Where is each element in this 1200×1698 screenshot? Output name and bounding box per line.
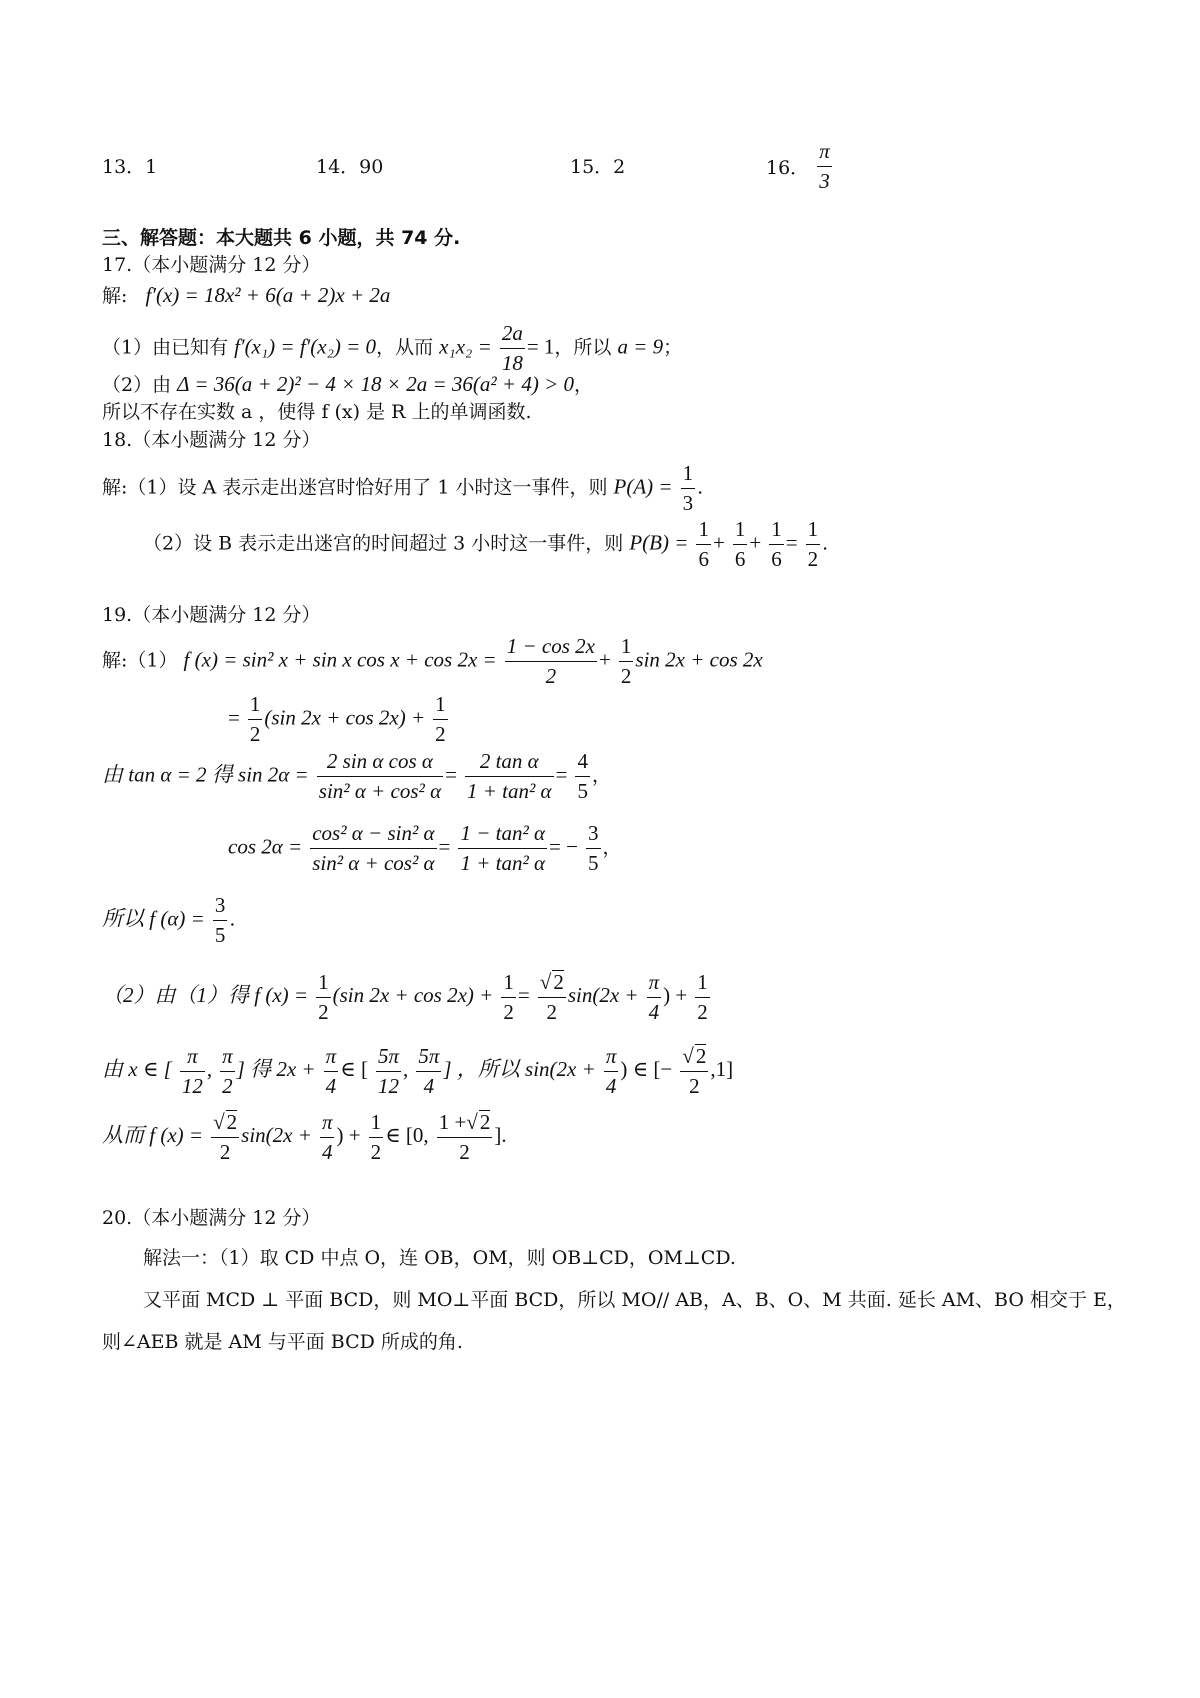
q20-line1: 解法一：（1）取 CD 中点 O，连 OB，OM，则 OB⊥CD，OM⊥CD. — [143, 1247, 736, 1269]
q19-part2-result: 从而 f (x) = $\frac{√2}{2}$ sin(2x + $\frac{\pi}{4}$ ) + $\frac{1}{2}$ ∈ [0, $\frac{1 +√2}{2}$ ]. — [102, 1109, 507, 1165]
q18-part2: （2）设 B 表示走出迷宫的时间超过 3 小时这一事件，则 P(B) = $\frac{1}{6}$ + $\frac{1}{6}$ + $\frac{1}{6}$ = $\frac{1}{2}$ . — [143, 517, 829, 572]
q19-heading: 19.（本小题满分 12 分） — [102, 604, 321, 626]
q19-part2-line1: （2）由（1）得 f (x) = $\frac{1}{2}$ (sin 2x + cos 2x) + $\frac{1}{2}$ = $\frac{√2}{2}$ sin(2x + $\frac{\pi}{4}$ ) + $\frac{1}{2}$ — [102, 969, 708, 1025]
q17-heading: 17.（本小题满分 12 分） — [102, 254, 321, 276]
q20-heading: 20.（本小题满分 12 分） — [102, 1207, 321, 1229]
answer-13: 13．1 — [102, 156, 158, 178]
q17-part2: （2）由 Δ = 36(a + 2)² − 4 × 18 × 2a = 36(a² + 4) > 0， — [102, 372, 594, 396]
q19-part2-range: 由 x ∈ [ $\frac{\pi}{12}$ , $\frac{\pi}{2}$ ] 得 2x + $\frac{\pi}{4}$ ∈ [ $\frac{5\pi}{12}$ , $\frac{5\pi}{4}$ ] ，所以 sin(2x + $\frac{\pi}{4}$ ) ∈ [− $\frac{√2}{2}$ ,1] — [102, 1043, 734, 1099]
q20-line3: 则∠AEB 就是 AM 与平面 BCD 所成的角. — [102, 1331, 463, 1353]
answer-14: 14．90 — [316, 156, 384, 178]
q19-part1-line2: = $\frac{1}{2}$ (sin 2x + cos 2x) + $\frac{1}{2}$ — [228, 692, 446, 747]
q19-tan-line: 由 tan α = 2 得 sin 2α = $\frac{\text{2 sin α cos α}}{\text{sin² α + cos² α}}$ = $\frac{\text{2 tan α}}{\text{1 + tan² α}}$ = $\frac{4}{5}$ ， — [102, 749, 611, 804]
answer-16: 16． $\frac{\pi}{3}$ — [766, 139, 830, 194]
q17-part1: （1）由已知有 f′(x₁) = f′(x₂) = 0，从而 x₁x₂ = $\frac{2a}{18}$ = 1，所以 a = 9； — [102, 321, 683, 376]
q18-part1: 解:（1）设 A 表示走出迷宫时恰好用了 1 小时这一事件，则 P(A) = $\frac{1}{3}$ . — [102, 461, 704, 516]
q19-cos-line: cos 2α = $\frac{\text{cos² α − sin² α}}{\text{sin² α + cos² α}}$ = $\frac{\text{1 − tan² α}}{\text{1 + tan² α}}$ = − $\frac{3}{5}$ ， — [228, 821, 622, 876]
q19-part1-line1: 解:（1） f (x) = sin² x + sin x cos x + cos 2x = $\frac{1 - \cos 2x}{2}$ + $\frac{1}{2}$ sin 2x + cos 2x — [102, 634, 763, 689]
q20-line2: 又平面 MCD ⊥ 平面 BCD，则 MO⊥平面 BCD，所以 MO// AB，A、B、O、M 共面. 延长 AM、BO 相交于 E， — [143, 1289, 1126, 1311]
q17-derivative: 解: f′(x) = 18x² + 6(a + 2)x + 2a — [102, 283, 391, 307]
section-title: 三、解答题：本大题共 6 小题，共 74 分. — [102, 227, 461, 249]
q17-conclusion: 所以不存在实数 a ，使得 f (x) 是 R 上的单调函数. — [102, 401, 532, 423]
q19-part1-result: 所以 f (α) = $\frac{3}{5}$ . — [102, 893, 236, 948]
q18-heading: 18.（本小题满分 12 分） — [102, 429, 321, 451]
answer-15: 15．2 — [570, 156, 626, 178]
answer-16-fraction: $\frac{\pi}{3}$ — [819, 139, 830, 194]
